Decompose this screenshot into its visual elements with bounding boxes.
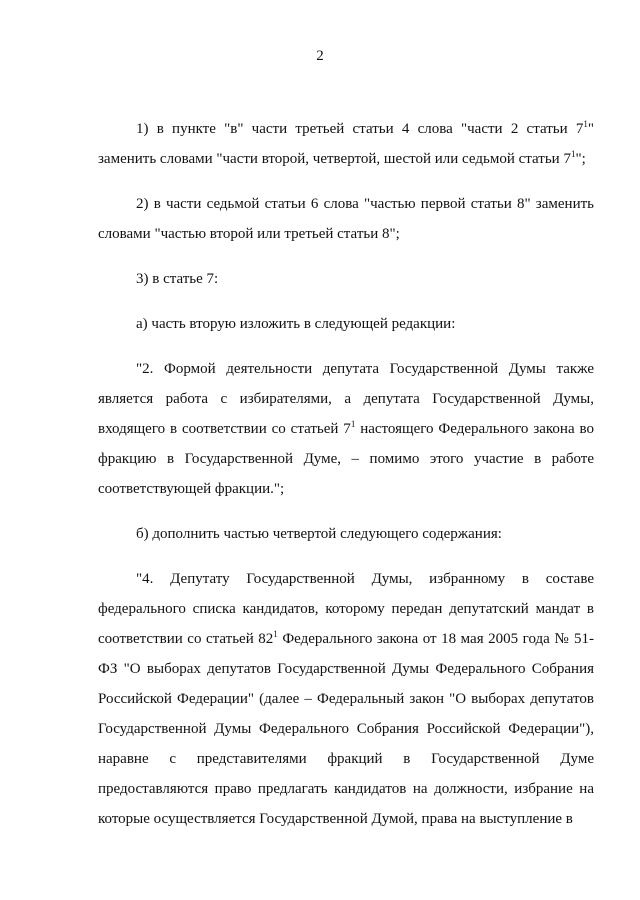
paragraph [98,564,594,834]
paragraph-text: 2) в части седьмой статьи 6 слова "частью первой статьи 8" заменить словами "частью второй или третьей статьи 8"; [98,196,594,242]
superscript: 1 [273,629,278,639]
paragraph-text: настоящего Федерального закона во фракцию в Государственной Думе, – помимо этого участие в работе соответствующей фракции."; [98,421,594,497]
paragraph-text: 3) в статье 7: [136,271,219,287]
paragraph [98,309,594,339]
paragraph [98,264,594,294]
paragraph [98,114,594,174]
paragraph [98,354,594,504]
document-body [98,114,594,849]
paragraph [98,519,594,549]
paragraph-text: "4. Депутату Государственной Думы, избранному в составе федерального списка кандидатов, которому передан депутатский мандат в соответствии со статьей 82 [98,571,594,647]
paragraph-text: б) дополнить частью четвертой следующего содержания: [136,526,502,542]
superscript: 1 [350,419,356,429]
paragraph [98,189,594,249]
superscript: 1 [583,119,588,129]
paragraph-text: а) часть вторую изложить в следующей редакции: [136,316,456,332]
page-number: 2 [316,48,324,64]
paragraph-text: "2. Формой деятельности депутата Государственной Думы также является работа с избирателями, а депутата Государственной Думы, входящего в соответствии со статьей 7 [98,361,594,437]
paragraph-text: Федерального закона от 18 мая 2005 года № 51-ФЗ "О выборах депутатов Государственной Думы Федерального Собрания Российской Федерации" (далее – Федеральный закон "О выборах депутатов Государственной Думы Федерального Собрания Российской Федерации"), наравне с представителями фракций в Государственной Думе предоставляются право предлагать кандидатов на должности, избрание на которые осуществляется Государственной Думой, права на выступление в [98,631,594,827]
paragraph-text: " заменить словами "части второй, четвертой, шестой или седьмой статьи 7 [98,121,594,167]
paragraph-text: "; [575,151,586,167]
paragraph-text: 1) в пункте "в" части третьей статьи 4 слова "части 2 статьи 7 [136,121,584,137]
superscript: 1 [570,149,576,159]
